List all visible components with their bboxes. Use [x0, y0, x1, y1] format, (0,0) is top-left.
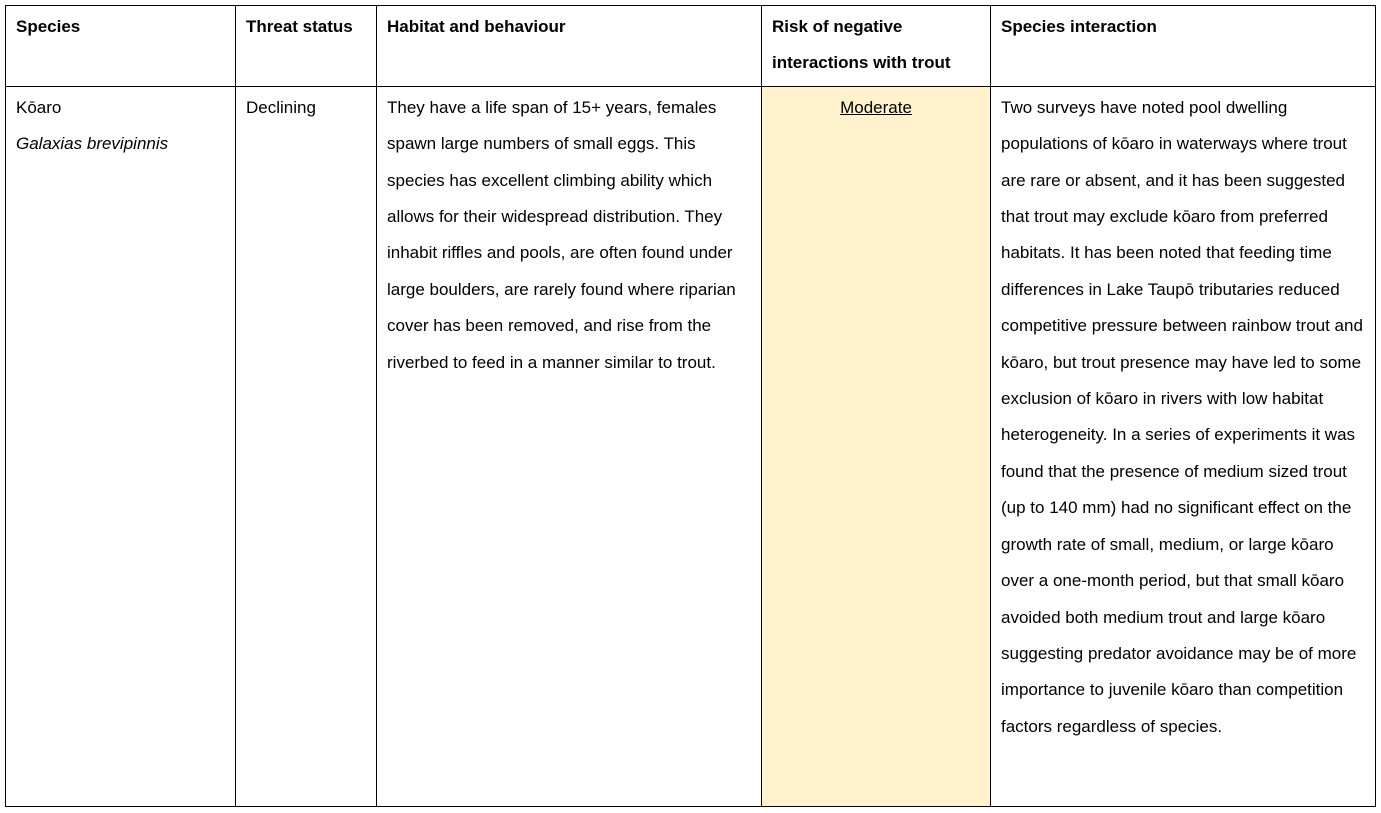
header-interaction: Species interaction	[991, 6, 1376, 87]
species-table	[5, 5, 1376, 807]
habitat-text: They have a life span of 15+ years, females spawn large numbers of small eggs. This species has excellent climbing ability which allows for their widespread distribution. They inhabit riffles and pools, are often found under large boulders, are rarely found where riparian cover has been removed, and rise from the riverbed to feed in a manner similar to trout.	[387, 97, 736, 372]
species-cell	[6, 86, 236, 806]
interaction-cell	[991, 86, 1376, 806]
header-risk: Risk of negative interactions with trout	[762, 6, 991, 87]
scientific-name: Galaxias brevipinnis	[16, 134, 169, 154]
header-species: Species	[6, 6, 236, 87]
risk-value: Moderate	[840, 97, 912, 117]
header-threat-status: Threat status	[236, 6, 377, 87]
common-name: Kōaro	[16, 97, 62, 117]
habitat-cell	[377, 86, 762, 806]
table-row	[6, 86, 1376, 806]
threat-status-cell: Declining	[236, 86, 377, 806]
risk-cell	[762, 86, 991, 806]
interaction-text: Two surveys have noted pool dwelling populations of kōaro in waterways where trout are rare or absent, and it has been suggested that trout may exclude kōaro from preferred habitats. It has been noted that feeding time differences in Lake Taupō tributaries reduced competitive pressure between rainbow trout and kōaro, but trout presence may have led to some exclusion of kōaro in rivers with low habitat heterogeneity. In a series of experiments it was found that the presence of medium sized trout (up to 140 mm) had no significant effect on the growth rate of small, medium, or large kōaro over a one-month period, but that small kōaro avoided both medium trout and large kōaro suggesting predator avoidance may be of more importance to juvenile kōaro than competition factors regardless of species.	[1001, 97, 1363, 736]
table-header-row	[6, 6, 1376, 87]
header-habitat: Habitat and behaviour	[377, 6, 762, 87]
